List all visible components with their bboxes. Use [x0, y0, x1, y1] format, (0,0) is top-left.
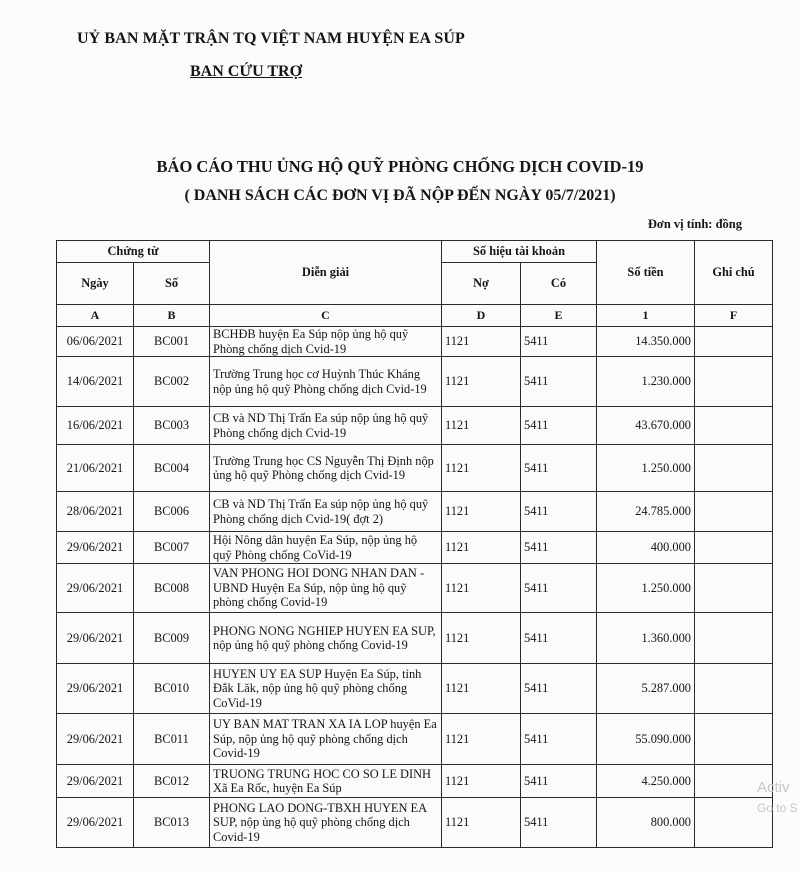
row-description: CB và ND Thị Trấn Ea súp nộp ủng hộ quỹ Phòng chống dịch Cvid-19	[210, 407, 442, 445]
row-description: PHONG NONG NGHIEP HUYEN EA SUP, nộp ủng hộ quỹ phòng chống Covid-19	[210, 613, 442, 664]
table-row	[57, 564, 773, 613]
table-row	[57, 445, 773, 492]
credit-header: Có	[521, 263, 597, 305]
row-date: 29/06/2021	[57, 798, 134, 848]
row-date: 06/06/2021	[57, 327, 134, 357]
row-credit-account: 5411	[521, 613, 597, 664]
row-debit-account: 1121	[442, 664, 521, 714]
row-voucher-number: BC010	[134, 664, 210, 714]
row-date: 14/06/2021	[57, 357, 134, 407]
row-note	[695, 407, 773, 445]
row-voucher-number: BC012	[134, 765, 210, 798]
row-description: UY BAN MAT TRAN XA IA LOP huyện Ea Súp, nộp ủng hộ quỹ phòng chống dịch Covid-19	[210, 714, 442, 765]
row-credit-account: 5411	[521, 714, 597, 765]
row-credit-account: 5411	[521, 445, 597, 492]
row-amount: 55.090.000	[597, 714, 695, 765]
watermark-line-1: Activ	[757, 779, 790, 796]
row-voucher-number: BC006	[134, 492, 210, 532]
row-debit-account: 1121	[442, 407, 521, 445]
donation-table	[56, 240, 773, 848]
organization-name: UỶ BAN MẶT TRẬN TQ VIỆT NAM HUYỆN EA SÚP	[77, 30, 465, 47]
row-debit-account: 1121	[442, 714, 521, 765]
row-description: TRUONG TRUNG HOC CO SO LE DINH Xã Ea Rốc, huyện Ea Súp	[210, 765, 442, 798]
row-amount: 1.230.000	[597, 357, 695, 407]
row-description: Trường Trung học cơ Huỳnh Thúc Kháng nộp ủng hộ quỹ Phòng chống dịch Cvid-19	[210, 357, 442, 407]
row-voucher-number: BC004	[134, 445, 210, 492]
column-letter: 1	[597, 305, 695, 327]
row-credit-account: 5411	[521, 407, 597, 445]
table-row	[57, 714, 773, 765]
row-amount: 400.000	[597, 532, 695, 564]
department-name: BAN CỨU TRỢ	[190, 63, 303, 80]
column-letter: D	[442, 305, 521, 327]
table-row	[57, 532, 773, 564]
row-description: BCHĐB huyện Ea Súp nộp ủng hộ quỹ Phòng chống dịch Cvid-19	[210, 327, 442, 357]
row-voucher-number: BC008	[134, 564, 210, 613]
column-letter: A	[57, 305, 134, 327]
currency-unit: Đơn vị tính: đồng	[647, 217, 742, 231]
row-debit-account: 1121	[442, 327, 521, 357]
row-voucher-number: BC003	[134, 407, 210, 445]
row-debit-account: 1121	[442, 532, 521, 564]
description-header: Diễn giải	[210, 241, 442, 305]
row-debit-account: 1121	[442, 765, 521, 798]
amount-header: Số tiền	[597, 241, 695, 305]
row-note	[695, 714, 773, 765]
row-credit-account: 5411	[521, 532, 597, 564]
row-voucher-number: BC002	[134, 357, 210, 407]
row-description: HUYEN UY EA SUP Huyện Ea Súp, tỉnh Đắk Lăk, nộp ủng hộ quỹ phòng chống CoVid-19	[210, 664, 442, 714]
row-debit-account: 1121	[442, 564, 521, 613]
column-letter: E	[521, 305, 597, 327]
voucher-header: Chứng từ	[57, 241, 210, 263]
row-description: Trường Trung học CS Nguyễn Thị Định nộp ủng hộ quỹ Phòng chống dịch Cvid-19	[210, 445, 442, 492]
row-credit-account: 5411	[521, 564, 597, 613]
row-date: 16/06/2021	[57, 407, 134, 445]
row-voucher-number: BC013	[134, 798, 210, 848]
row-credit-account: 5411	[521, 492, 597, 532]
row-credit-account: 5411	[521, 664, 597, 714]
row-amount: 800.000	[597, 798, 695, 848]
row-voucher-number: BC011	[134, 714, 210, 765]
row-amount: 1.360.000	[597, 613, 695, 664]
row-date: 29/06/2021	[57, 664, 134, 714]
account-header: Số hiệu tài khoản	[442, 241, 597, 263]
row-note	[695, 492, 773, 532]
row-description: VAN PHONG HOI DONG NHAN DAN -UBND Huyện Ea Súp, nộp ủng hộ quỹ phòng chống Covid-19	[210, 564, 442, 613]
column-letter: F	[695, 305, 773, 327]
table-row	[57, 492, 773, 532]
row-description: PHONG LAO DONG-TBXH HUYEN EA SUP, nộp ủng hộ quỹ phòng chống dịch Covid-19	[210, 798, 442, 848]
row-debit-account: 1121	[442, 492, 521, 532]
row-debit-account: 1121	[442, 445, 521, 492]
activation-watermark	[757, 778, 798, 818]
table-row	[57, 664, 773, 714]
note-header: Ghi chú	[695, 241, 773, 305]
watermark-line-2: Go to S	[757, 801, 798, 815]
row-note	[695, 327, 773, 357]
row-amount: 14.350.000	[597, 327, 695, 357]
table-row	[57, 327, 773, 357]
debit-header: Nợ	[442, 263, 521, 305]
table-row	[57, 765, 773, 798]
row-note	[695, 613, 773, 664]
header-row-top	[57, 241, 773, 263]
row-credit-account: 5411	[521, 798, 597, 848]
row-date: 28/06/2021	[57, 492, 134, 532]
row-credit-account: 5411	[521, 765, 597, 798]
row-amount: 4.250.000	[597, 765, 695, 798]
row-date: 29/06/2021	[57, 532, 134, 564]
row-date: 29/06/2021	[57, 564, 134, 613]
row-voucher-number: BC009	[134, 613, 210, 664]
row-credit-account: 5411	[521, 327, 597, 357]
row-date: 29/06/2021	[57, 714, 134, 765]
row-amount: 24.785.000	[597, 492, 695, 532]
table-row	[57, 613, 773, 664]
row-note	[695, 532, 773, 564]
row-amount: 1.250.000	[597, 564, 695, 613]
row-date: 29/06/2021	[57, 613, 134, 664]
date-header: Ngày	[57, 263, 134, 305]
row-voucher-number: BC007	[134, 532, 210, 564]
number-header: Số	[134, 263, 210, 305]
report-subtitle: ( DANH SÁCH CÁC ĐƠN VỊ ĐÃ NỘP ĐẾN NGÀY 05/7/2021)	[184, 187, 616, 204]
table-row	[57, 798, 773, 848]
table-row	[57, 357, 773, 407]
row-debit-account: 1121	[442, 798, 521, 848]
row-date: 21/06/2021	[57, 445, 134, 492]
row-note	[695, 664, 773, 714]
row-credit-account: 5411	[521, 357, 597, 407]
row-description: CB và ND Thị Trấn Ea súp nộp ủng hộ quỹ Phòng chống dịch Cvid-19( đợt 2)	[210, 492, 442, 532]
row-voucher-number: BC001	[134, 327, 210, 357]
row-amount: 1.250.000	[597, 445, 695, 492]
column-letter: C	[210, 305, 442, 327]
table-row	[57, 407, 773, 445]
row-note	[695, 445, 773, 492]
row-debit-account: 1121	[442, 357, 521, 407]
report-title: BÁO CÁO THU ỦNG HỘ QUỸ PHÒNG CHỐNG DỊCH COVID-19	[156, 157, 644, 176]
row-debit-account: 1121	[442, 613, 521, 664]
row-description: Hội Nông dân huyện Ea Súp, nộp ủng hộ quỹ Phòng chống CoVid-19	[210, 532, 442, 564]
row-note	[695, 564, 773, 613]
column-letter: B	[134, 305, 210, 327]
row-date: 29/06/2021	[57, 765, 134, 798]
row-note	[695, 357, 773, 407]
row-amount: 43.670.000	[597, 407, 695, 445]
column-letter-row	[57, 305, 773, 327]
row-amount: 5.287.000	[597, 664, 695, 714]
